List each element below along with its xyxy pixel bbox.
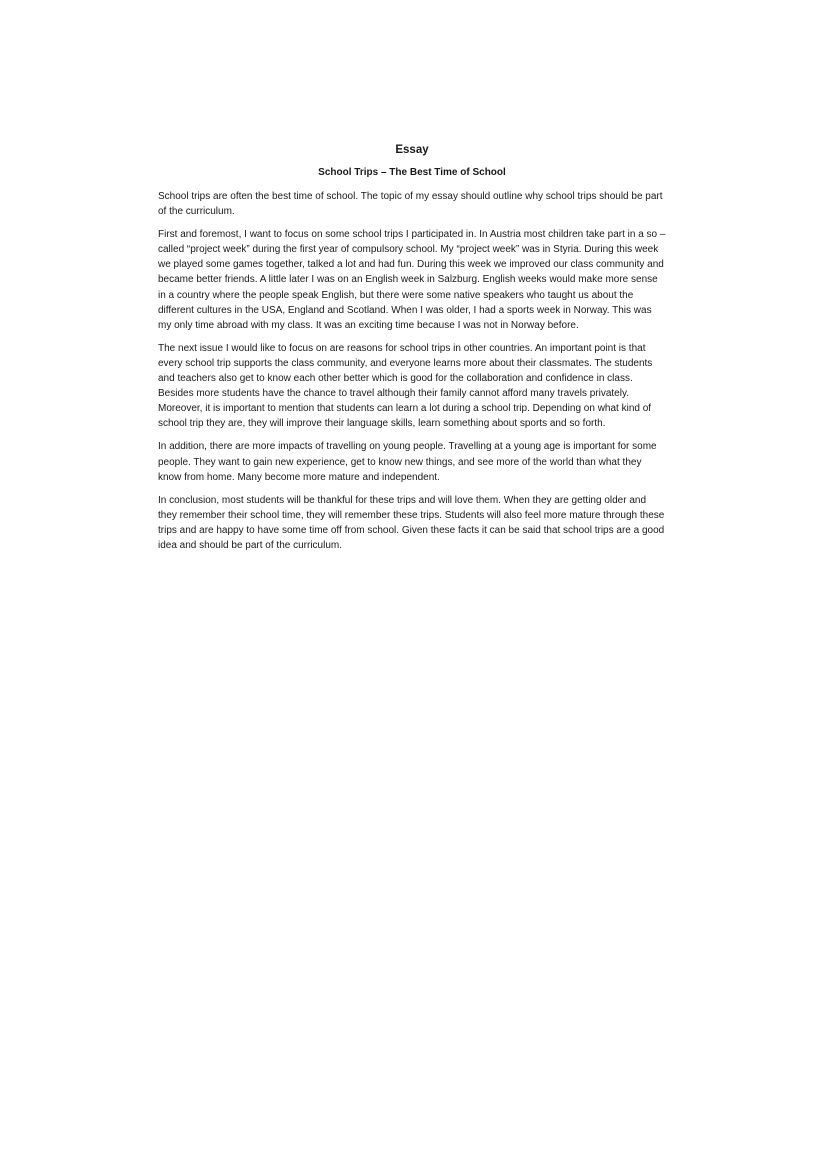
paragraph-conclusion: In conclusion, most students will be thankful for these trips and will love them. When they are getting older and they remember their school time, they will remember these trips. Students will also feel more mature through these trips and are happy to have some time off from school. Given these facts it can be said that school trips are a good idea and should be part of the curriculum.	[158, 494, 665, 551]
paragraph-introduction: School trips are often the best time of school. The topic of my essay should outline why school trips should be part of the curriculum.	[158, 191, 663, 218]
essay-content	[158, 142, 666, 561]
paragraph-reasons: The next issue I would like to focus on are reasons for school trips in other countries. An important point is that every school trip supports the class community, and everyone learns more about their classmates. The students and teachers also get to know each other better which is good for the collaboration and confidence in class. Besides more students have the chance to travel although their family cannot afford many travels privately. Moreover, it is important to mention that students can learn a lot during a school trip. Depending on what kind of school trip they are, they will improve their language skills, learn something about sports and so forth.	[158, 342, 653, 430]
essay-subtitle: School Trips – The Best Time of School	[318, 167, 506, 178]
essay-title: Essay	[395, 144, 429, 156]
paragraph-personal-trips: First and foremost, I want to focus on some school trips I participated in. In Austria most children take part in a so – called “project week” during the first year of compulsory school. My “project week” was in Styria. During this week we played some games together, talked a lot and had fun. During this week we improved our class community and became better friends. A little later I was on an English week in Salzburg. English weeks would make more sense in a country where the people speak English, but there were some native speakers who taught us about the different cultures in the USA, England and Scotland. When I was older, I had a sports week in Norway. This was my only time abroad with my class. It was an exciting time because I was not in Norway before.	[158, 229, 666, 331]
paragraph-impacts: In addition, there are more impacts of travelling on young people. Travelling at a young age is important for some people. They want to gain new experience, get to know new things, and see more of the world than what they know from home. Many become more mature and independent.	[158, 441, 657, 483]
